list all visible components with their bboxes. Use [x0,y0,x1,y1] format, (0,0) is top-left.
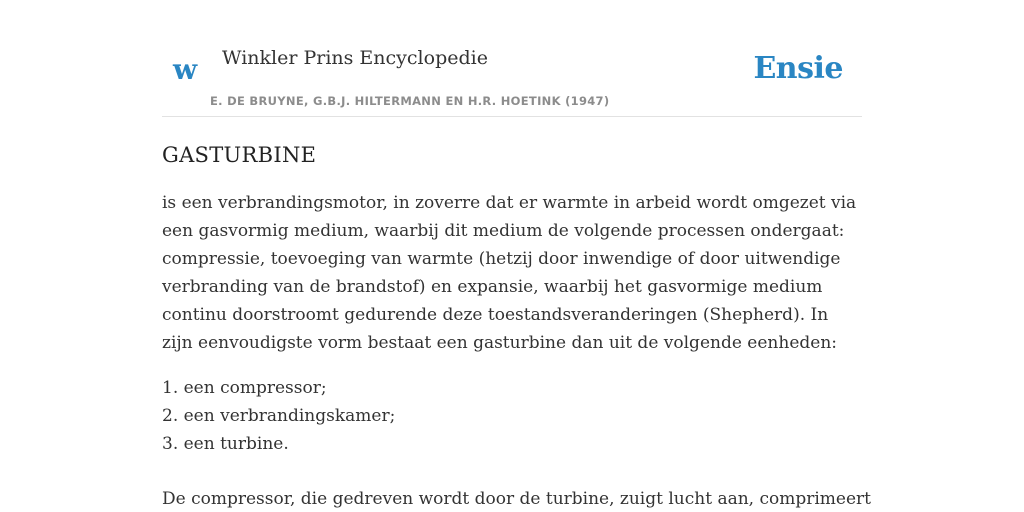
source-authors: E. DE BRUYNE, G.B.J. HILTERMANN EN H.R. HOETINK (1947) [210,94,610,108]
site-header [162,0,862,117]
list-item: 1. een compressor; [162,378,327,398]
list-item: 3. een turbine. [162,434,289,454]
source-title[interactable]: Winkler Prins Encyclopedie [222,47,488,69]
winkler-prins-logo[interactable]: w [173,53,198,86]
list-item: 2. een verbrandingskamer; [162,406,396,426]
ensie-logo[interactable]: Ensie [753,51,843,86]
article-paragraph: De compressor, die gedreven wordt door de turbine, zuigt lucht aan, comprimeert [162,489,872,509]
article-title: GASTURBINE [162,143,317,167]
article-paragraph: is een verbrandingsmotor, in zoverre dat er warmte in arbeid wordt omgezet via een gasvormig medium, waarbij dit medium de volgende processen ondergaat: compressie, toevoeging van warmte (hetzij door inwendige of door uitwendige verbranding van de brandstof) en expansie, waarbij het gasvormige medium continu doorstroomt gedurende deze toestandsveranderingen (Shepherd). In zijn eenvoudigste vorm bestaat een gasturbine dan uit de volgende eenheden: [162,193,857,353]
article-list [162,374,862,458]
article [162,138,872,512]
